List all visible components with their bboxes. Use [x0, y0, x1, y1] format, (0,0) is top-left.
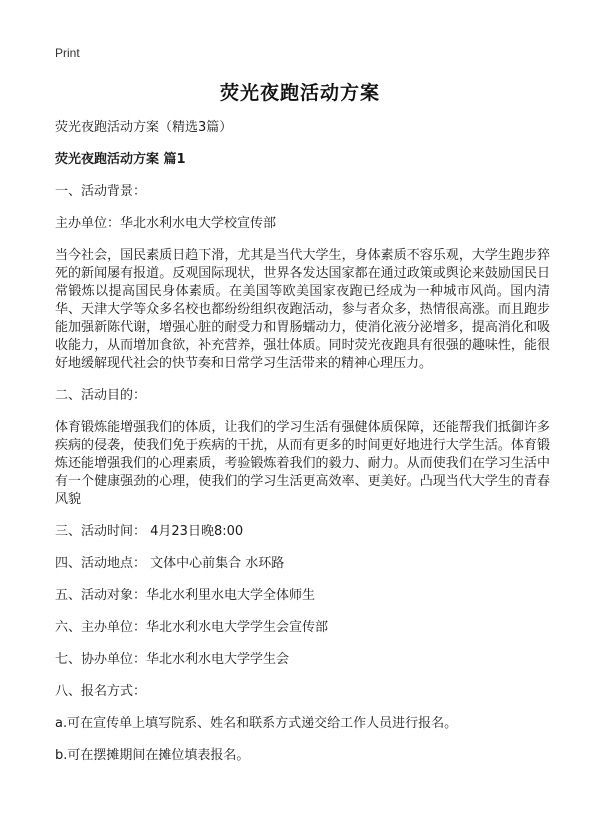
background-paragraph: 当今社会，国民素质日趋下滑，尤其是当代大学生，身体素质不容乐观，大学生跑步猝死的新闻屡有报道。反观国际现状，世界各发达国家都在通过政策或舆论来鼓励国民日常锻炼以提高国民身体素质。在美国等欧美国家夜跑已经成为一种城市风尚。国内清华、天津大学等众多名校也都纷纷组织夜跑活动，参与者众多，热情很高涨。而且跑步能加强新陈代谢，增强心脏的耐受力和胃肠蠕动力，使消化液分泌增多，提高消化和吸收能力，从而增加食欲，补充营养，强壮体质。同时荧光夜跑具有很强的趣味性，能很好地缓解现代社会的快节奏和日常学习生活带来的精神心理压力。 — [55, 248, 550, 371]
audience-line: 五、活动对象：华北水利里水电大学全体师生 — [55, 588, 316, 603]
location-line: 四、活动地点： 文体中心前集合 水环路 — [55, 556, 285, 571]
document-body — [55, 119, 550, 779]
registration-option-b: b.可在摆摊期间在摊位填表报名。 — [55, 748, 250, 763]
co-host-line: 七、协办单位：华北水利水电大学学生会 — [55, 652, 290, 667]
heading-registration: 八、报名方式： — [55, 684, 147, 699]
registration-option-a: a.可在宣传单上填写院系、姓名和联系方式递交给工作人员进行报名。 — [55, 716, 458, 731]
heading-background: 一、活动背景： — [55, 184, 147, 199]
document-subtitle: 荧光夜跑活动方案（精选3篇） — [55, 120, 233, 135]
host-line: 六、主办单位：华北水利水电大学学生会宣传部 — [55, 620, 329, 635]
page-title: 荧光夜跑活动方案 — [219, 82, 380, 104]
purpose-paragraph: 体育锻炼能增强我们的体质，让我们的学习生活有强健体质保障，还能帮我们抵御许多疾病的侵袭，使我们免于疾病的干扰，从而有更多的时间更好地进行大学生活。体育锻炼还能增强我们的心理素质，考验锻炼着我们的毅力、耐力。从而使我们在学习生活中有一个健康强劲的心理，使我们的学习生活更高效率、更美好。凸现当代大学生的青春风貌 — [55, 420, 550, 507]
print-link[interactable]: Print — [55, 46, 80, 60]
organizer-line: 主办单位：华北水利水电大学校宣传部 — [55, 216, 277, 231]
heading-purpose: 二、活动目的： — [55, 388, 147, 403]
time-line: 三、活动时间： 4月23日晚8:00 — [55, 524, 244, 539]
section-heading: 荧光夜跑活动方案 篇1 — [55, 152, 186, 167]
